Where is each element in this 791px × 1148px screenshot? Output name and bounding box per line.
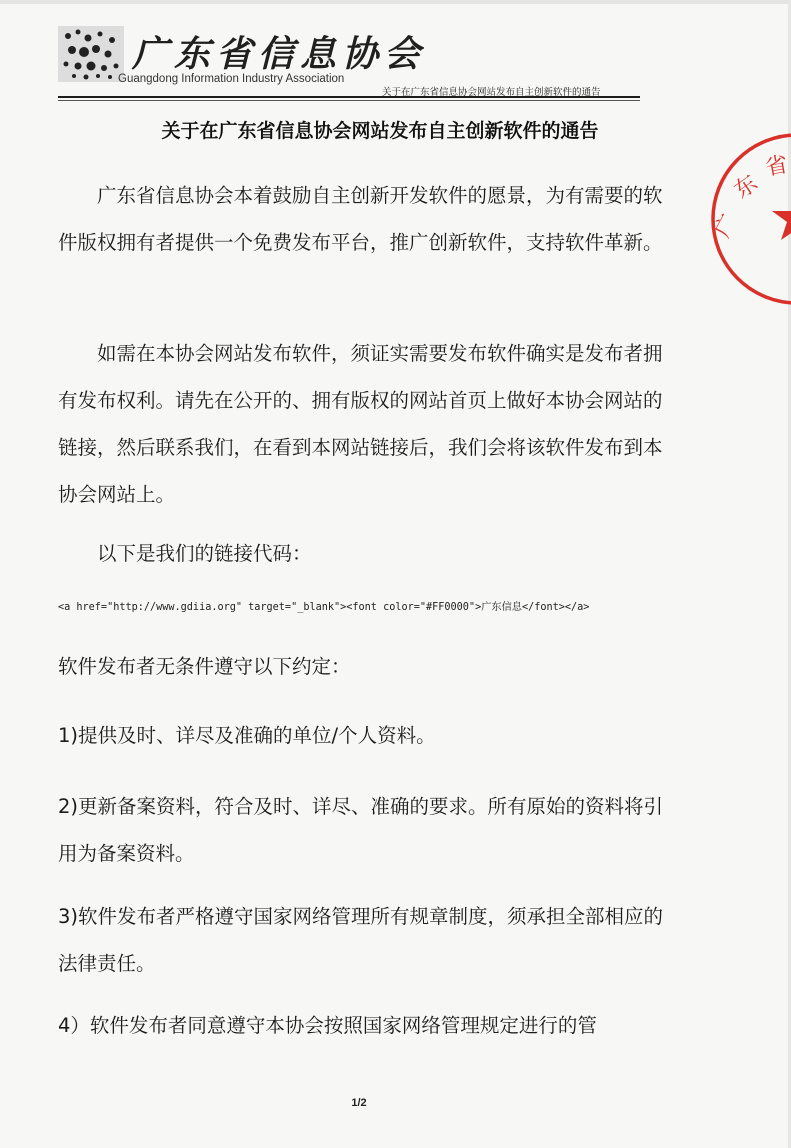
paragraph: 软件发布者无条件遵守以下约定： (58, 655, 351, 678)
org-name-en: Guangdong Information Industry Association (118, 73, 345, 85)
list-item: 1)提供及时、详尽及准确的单位/个人资料。 (58, 724, 436, 747)
link-code: <a href="http://www.gdiia.org" target="_blank"><font color="#FF0000">广东信息</font></a> (58, 602, 590, 613)
list-item: 2)更新备案资料，符合及时、详尽、准确的要求。所有原始的资料将引用为备案资料。 (58, 795, 664, 865)
svg-text:东: 东 (730, 170, 763, 204)
list-item: 4）软件发布者同意遵守本协会按照国家网络管理规定进行的管 (58, 1014, 597, 1037)
svg-text:广: 广 (710, 210, 743, 242)
paragraph: 如需在本协会网站发布软件，须证实需要发布软件确实是发布者拥有发布权利。请先在公开的、拥有版权的网站首页上做好本协会网站的链接，然后联系我们，在看到本网站链接后，我们会将该软件发布到本协会网站上。 (58, 342, 663, 506)
header-note: 关于在广东省信息协会网站发布自主创新软件的通告 (382, 87, 601, 98)
paragraph: 以下是我们的链接代码： (97, 542, 312, 565)
logo-emblem-icon (58, 22, 124, 86)
header-divider (58, 96, 640, 98)
svg-text:省: 省 (763, 152, 790, 181)
header-divider (58, 100, 640, 101)
paragraph: 广东省信息协会本着鼓励自主创新开发软件的愿景，为有需要的软件版权拥有者提供一个免费发布平台，推广创新软件，支持软件革新。 (58, 184, 663, 254)
org-name-cn: 广东省信息协会 (132, 33, 427, 75)
page-number: 1/2 (351, 1097, 367, 1109)
document-title: 关于在广东省信息协会网站发布自主创新软件的通告 (161, 120, 599, 142)
list-item: 3)软件发布者严格遵守国家网络管理所有规章制度，须承担全部相应的法律责任。 (58, 905, 664, 975)
official-seal-icon (705, 127, 791, 317)
scan-edge (0, 0, 791, 4)
letterhead-logo (58, 20, 427, 92)
